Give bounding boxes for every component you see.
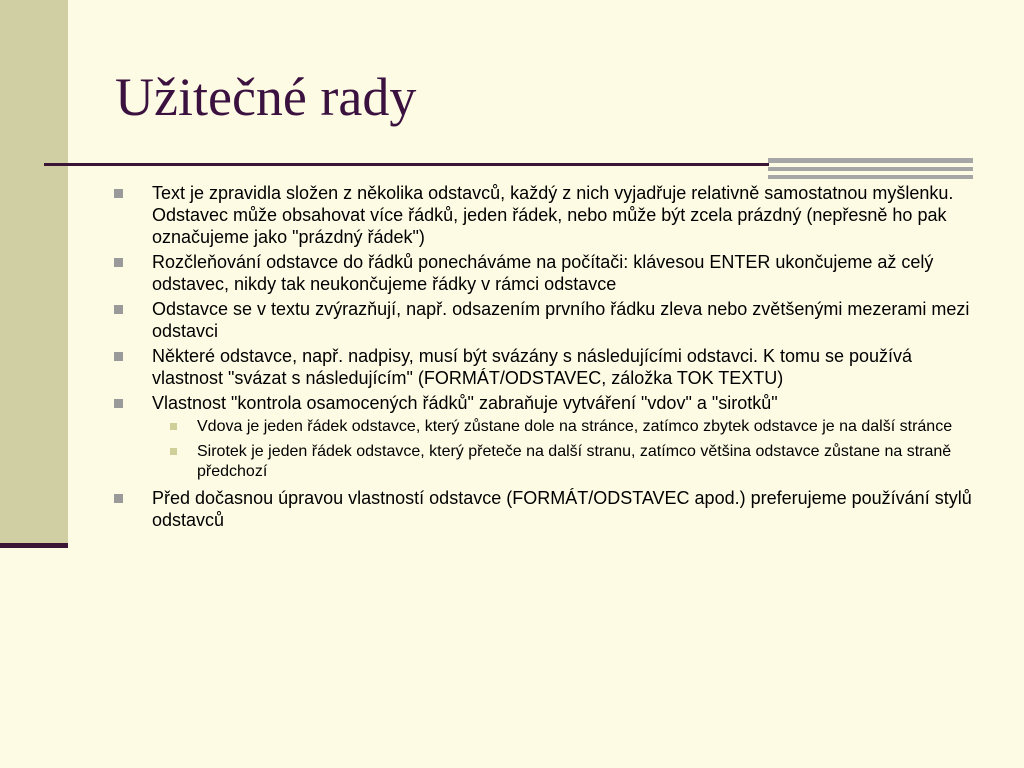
bullet-item [112, 345, 972, 389]
square-bullet-icon [114, 305, 123, 314]
left-decorative-band [0, 0, 68, 548]
square-bullet-icon [114, 494, 123, 503]
bullet-item [112, 251, 972, 295]
slide-title: Užitečné rady [115, 67, 417, 127]
bullet-item [112, 392, 972, 414]
bullet-item [112, 182, 972, 248]
bullet-item [112, 487, 972, 531]
sub-bullet-text: Sirotek je jeden řádek odstavce, který přeteče na další stranu, zatímco většina odstavce zůstane na straně předchozí [197, 443, 952, 480]
decorative-gray-bar [768, 175, 973, 179]
bullet-text: Vlastnost "kontrola osamocených řádků" zabraňuje vytváření "vdov" a "sirotků" [152, 393, 778, 413]
square-bullet-icon [114, 189, 123, 198]
bullet-text: Před dočasnou úpravou vlastností odstavce (FORMÁT/ODSTAVEC apod.) preferujeme používání stylů odstavců [152, 488, 972, 530]
square-sub-bullet-icon [170, 423, 177, 430]
bullet-text: Odstavce se v textu zvýrazňují, např. odsazením prvního řádku zleva nebo zvětšenými mezerami mezi odstavci [152, 299, 970, 341]
square-sub-bullet-icon [170, 448, 177, 455]
decorative-gray-bar [768, 158, 973, 163]
sub-bullet-text: Vdova je jeden řádek odstavce, který zůstane dole na stránce, zatímco zbytek odstavce je na další stránce [197, 418, 953, 435]
square-bullet-icon [114, 352, 123, 361]
sub-bullet-item [152, 417, 972, 437]
decorative-gray-bar [768, 167, 973, 171]
bullet-text: Rozčleňování odstavce do řádků ponecháváme na počítači: klávesou ENTER ukončujeme až celý odstavec, nikdy tak neukončujeme řádky v rámci odstavce [152, 252, 934, 294]
bullet-text: Některé odstavce, např. nadpisy, musí být svázány s následujícími odstavci. K tomu se používá vlastnost "svázat s následujícím" (FORMÁT/ODSTAVEC, záložka TOK TEXTU) [152, 346, 913, 388]
square-bullet-icon [114, 258, 123, 267]
bullet-item [112, 298, 972, 342]
square-bullet-icon [114, 399, 123, 408]
title-underline [44, 163, 769, 166]
sub-bullet-item [152, 442, 972, 482]
bullet-text: Text je zpravidla složen z několika odstavců, každý z nich vyjadřuje relativně samostatnou myšlenku. Odstavec může obsahovat více řádků, jeden řádek, nebo může být zcela prázdný (nepřesně ho pak označujeme jako "prázdný řádek") [152, 183, 954, 247]
bullet-list [112, 182, 972, 534]
left-band-bottom-line [0, 543, 68, 548]
